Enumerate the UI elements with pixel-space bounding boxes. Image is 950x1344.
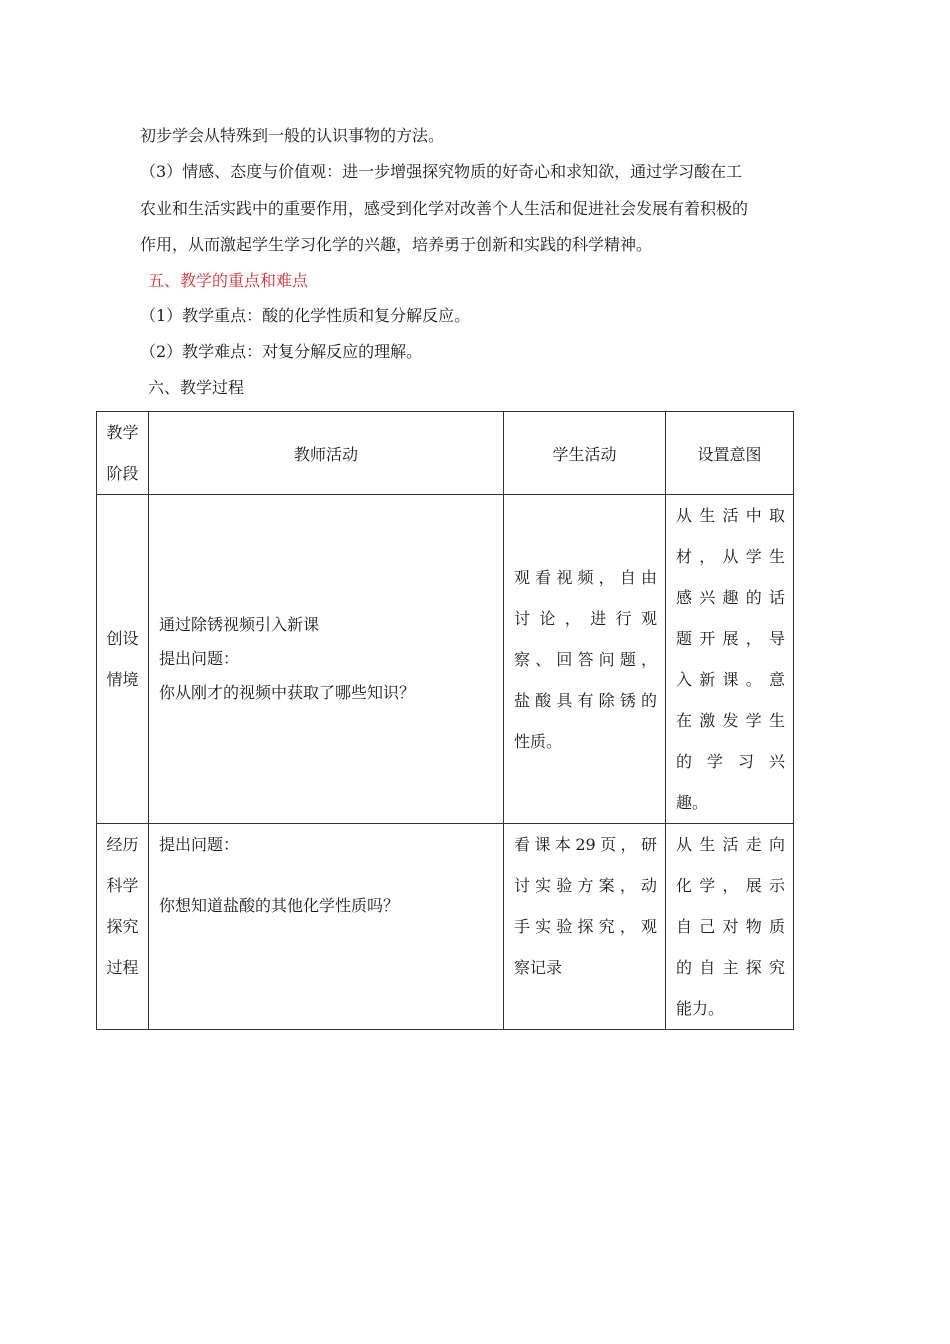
header-stage [97, 412, 149, 495]
student-line: 性质。 [514, 731, 563, 751]
stage-line: 经历 [106, 835, 139, 854]
stage-cell [97, 495, 149, 824]
intent-cell [666, 824, 794, 1030]
teacher-line: 提出问题： [159, 835, 240, 854]
student-line: 讨实验方案，动 [514, 876, 657, 895]
student-line: 观看视频，自由 [514, 567, 657, 587]
paragraph-attitude-line1: （3）情感、态度与价值观：进一步增强探究物质的好奇心和求知欲，通过学习酸在工 [140, 162, 743, 181]
paragraph-methods: 初步学会从特殊到一般的认识事物的方法。 [140, 126, 445, 145]
teacher-line: 你想知道盐酸的其他化学性质吗？ [159, 896, 400, 915]
intent-line: 入新课。意 [676, 670, 785, 689]
intent-line: 题开展，导 [676, 629, 785, 648]
table-row [97, 824, 794, 1030]
intent-line: 在激发学生 [676, 711, 785, 730]
student-cell [504, 824, 666, 1030]
teacher-line: 提出问题： [159, 649, 240, 668]
intent-cell [666, 495, 794, 824]
intent-line: 从生活中取 [676, 506, 785, 525]
header-stage-line: 教学 [106, 423, 139, 442]
table-header-row [97, 412, 794, 495]
student-cell [504, 495, 666, 824]
intent-line: 的自主探究 [676, 958, 785, 977]
teacher-line: 你从刚才的视频中获取了哪些知识？ [159, 683, 416, 702]
stage-line: 情境 [106, 670, 139, 689]
header-student: 学生活动 [504, 412, 666, 495]
intent-line: 材，从学生 [676, 547, 785, 566]
paragraph-attitude-line2: 农业和生活实践中的重要作用，感受到化学对改善个人生活和促进社会发展有着积极的 [140, 199, 749, 218]
table-row [97, 495, 794, 824]
stage-cell [97, 824, 149, 1030]
teacher-cell [149, 824, 504, 1030]
key-point-focus: （1）教学重点：酸的化学性质和复分解反应。 [140, 306, 471, 325]
teacher-line: 通过除锈视频引入新课 [159, 615, 320, 634]
stage-line: 创设 [106, 629, 139, 648]
student-line: 盐酸具有除锈的 [514, 690, 657, 710]
key-point-difficulty: （2）教学难点：对复分解反应的理解。 [140, 342, 423, 361]
teaching-process-table [96, 411, 794, 1030]
section-heading-process: 六、教学过程 [148, 378, 245, 397]
intent-line: 化学，展示 [676, 876, 785, 895]
stage-line: 探究 [106, 917, 139, 936]
header-intent: 设置意图 [666, 412, 794, 495]
paragraph-attitude-line3: 作用，从而激起学生学习化学的兴趣，培养勇于创新和实践的科学精神。 [140, 235, 653, 254]
section-heading-key-points: 五、教学的重点和难点 [148, 271, 309, 290]
header-teacher: 教师活动 [149, 412, 504, 495]
intent-line: 能力。 [676, 999, 725, 1018]
student-line: 察、回答问题， [514, 649, 657, 669]
student-line: 看课本29页，研 [514, 835, 657, 854]
student-line: 手实验探究，观 [514, 917, 657, 936]
teacher-cell [149, 495, 504, 824]
stage-line: 过程 [106, 958, 139, 977]
intent-line: 趣。 [676, 793, 709, 812]
intent-line: 自己对物质 [676, 917, 785, 936]
student-line: 讨论，进行观 [514, 608, 657, 628]
header-stage-line: 阶段 [106, 464, 139, 483]
stage-line: 科学 [106, 876, 139, 895]
intent-line: 感兴趣的话 [676, 588, 785, 607]
intent-line: 从生活走向 [676, 835, 785, 854]
student-line: 察记录 [514, 958, 563, 977]
intent-line: 的学习兴 [676, 752, 785, 771]
